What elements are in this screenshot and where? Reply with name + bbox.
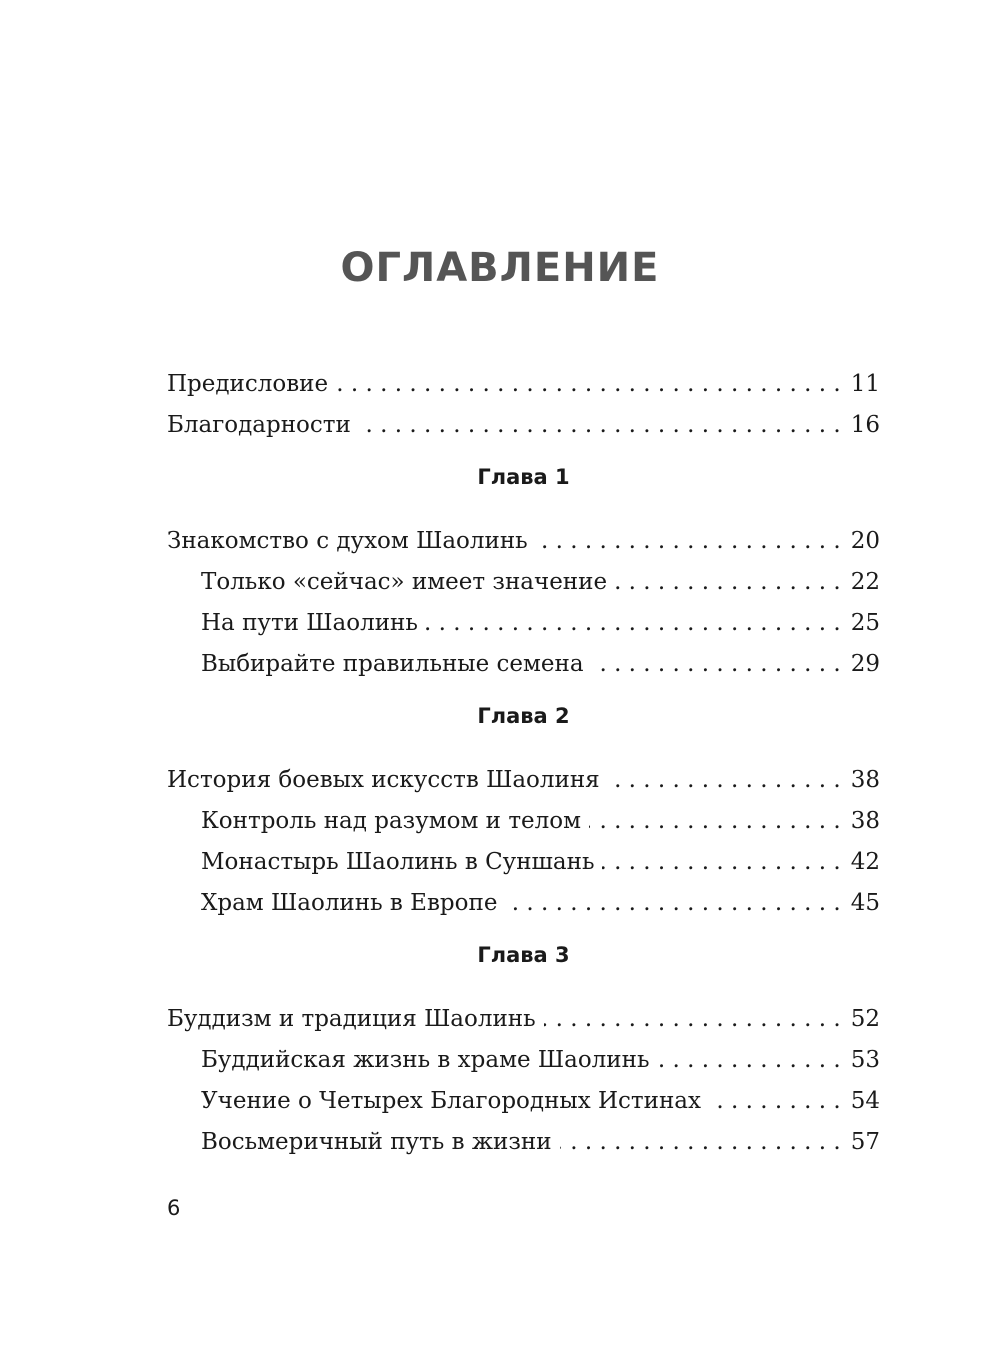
toc-entry-label: Знакомство с духом Шаолинь [167,528,528,554]
toc-entry-page: 53 [850,1047,880,1073]
toc-entry-label: Только «сейчас» имеет значение [201,569,608,595]
leader-dots [359,405,841,446]
toc-entry-sub [167,842,880,883]
leader-dots [536,521,841,562]
leader-dots [560,1122,841,1163]
toc-entry-sub [167,1122,880,1163]
toc-entry-preface [167,364,880,405]
toc-entry-sub [167,1081,880,1122]
leader-dots [657,1040,840,1081]
toc-entry-page: 54 [850,1088,880,1114]
toc-entry-page: 38 [850,808,880,834]
toc-entry-page: 45 [850,890,880,916]
leader-dots [336,364,841,405]
toc-entry-page: 38 [850,767,880,793]
toc-entry-label: На пути Шаолинь [201,610,418,636]
leader-dots [709,1081,841,1122]
toc-entry-page: 42 [850,849,880,875]
chapter-heading: Глава 1 [477,465,570,489]
toc-entry-sub [167,801,880,842]
leader-dots [608,760,841,801]
toc-entry-main [167,760,880,801]
toc-entry-acknowledgements [167,405,880,446]
toc-entry-main [167,521,880,562]
toc-entry-sub [167,562,880,603]
toc-entry-label: Буддизм и традиция Шаолинь [167,1006,536,1032]
toc-entry-page: 57 [850,1129,880,1155]
toc-entry-label: Предисловие [167,371,329,397]
leader-dots [505,883,840,924]
toc-entry-label: Контроль над разумом и телом [201,808,582,834]
toc-entry-label: Благодарности [167,412,351,438]
leader-dots [615,562,841,603]
toc-entry-page: 52 [850,1006,880,1032]
toc-entry-sub [167,603,880,644]
toc-entry-label: Храм Шаолинь в Европе [201,890,498,916]
chapter-heading: Глава 3 [477,943,570,967]
toc-entry-sub [167,1040,880,1081]
toc-entry-label: Выбирайте правильные семена [201,651,584,677]
toc-entry-page: 25 [850,610,880,636]
leader-dots [592,644,841,685]
toc-entry-main [167,999,880,1040]
page-title: ОГЛАВЛЕНИЕ [340,245,660,291]
toc-entry-page: 20 [850,528,880,554]
page-number: 6 [167,1196,181,1220]
toc-entry-label: История боевых искусств Шаолиня [167,767,600,793]
toc-entry-label: Учение о Четырех Благородных Истинах [201,1088,701,1114]
leader-dots [426,603,841,644]
toc-entry-label: Восьмеричный путь в жизни [201,1129,552,1155]
toc-entry-sub [167,883,880,924]
toc-entry-page: 16 [850,412,880,438]
toc-entry-page: 29 [850,651,880,677]
chapter-heading: Глава 2 [477,704,570,728]
toc-entry-page: 11 [850,371,880,397]
toc-entry-label: Буддийская жизнь в храме Шаолинь [201,1047,650,1073]
leader-dots [544,999,841,1040]
toc-entry-page: 22 [850,569,880,595]
toc-entry-label: Монастырь Шаолинь в Суншань [201,849,595,875]
table-of-contents [167,364,880,1163]
leader-dots [589,801,841,842]
toc-entry-sub [167,644,880,685]
leader-dots [602,842,840,883]
